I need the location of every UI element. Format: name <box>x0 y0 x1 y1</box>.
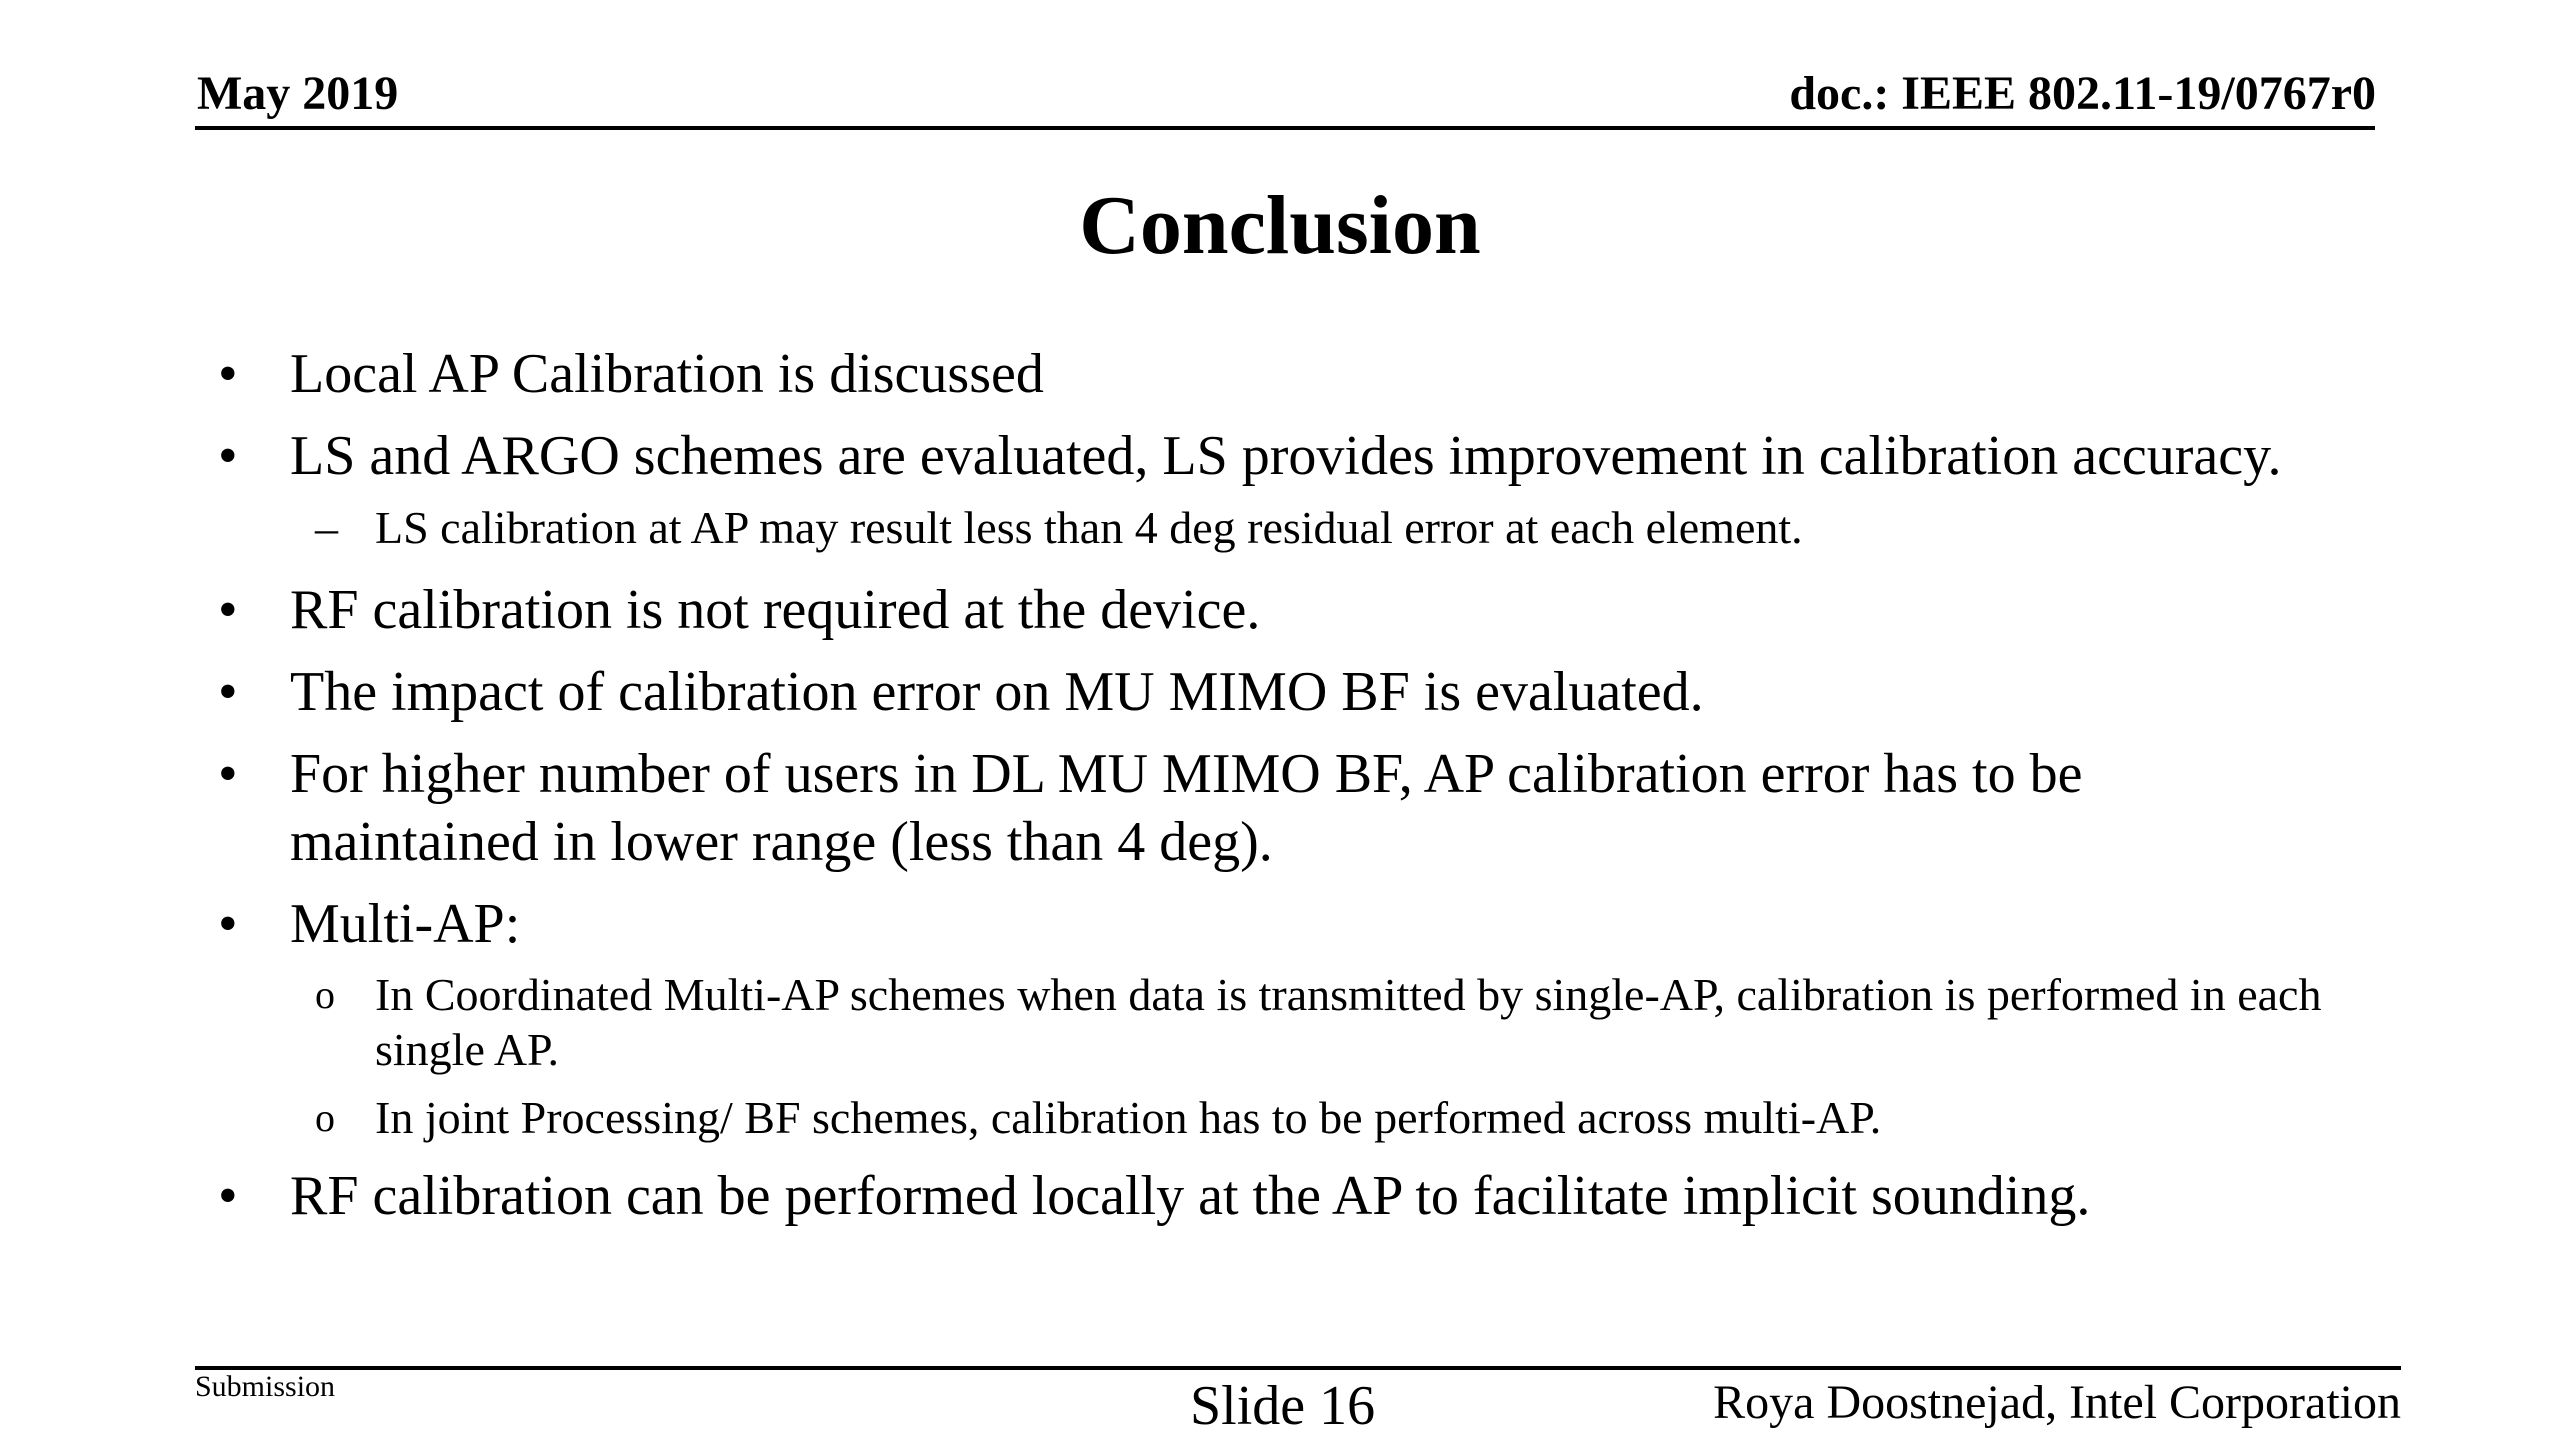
sub-bullet-text-line-1: In Coordinated Multi-AP schemes when data is transmitted by single-AP, calibration is performed in each <box>375 969 2322 1020</box>
sub-bullet-item <box>315 500 1803 555</box>
bullet-marker: • <box>218 893 238 955</box>
sub-bullet-text: LS calibration at AP may result less than 4 deg residual error at each element. <box>375 502 1803 553</box>
bullet-marker: • <box>218 1165 238 1227</box>
bullet-item <box>218 340 1044 408</box>
bullet-text-line-1: For higher number of users in DL MU MIMO BF, AP calibration error has to be <box>290 743 2083 805</box>
bullet-item <box>218 740 2083 876</box>
bullet-item <box>218 890 521 958</box>
bullet-item <box>218 422 2282 490</box>
header-date: May 2019 <box>197 67 399 120</box>
footer-divider <box>195 1366 2401 1370</box>
header-doc-id: doc.: IEEE 802.11-19/0767r0 <box>1789 67 2376 120</box>
sub-bullet-marker: – <box>315 502 338 553</box>
footer-author: Roya Doostnejad, Intel Corporation <box>1713 1376 2401 1429</box>
sub-bullet-item <box>315 1090 1882 1145</box>
bullet-marker: • <box>218 343 238 405</box>
bullet-item <box>218 658 1704 726</box>
bullet-text: The impact of calibration error on MU MIMO BF is evaluated. <box>290 661 1704 723</box>
sub-bullet-text: In joint Processing/ BF schemes, calibration has to be performed across multi-AP. <box>375 1092 1882 1143</box>
bullet-text: LS and ARGO schemes are evaluated, LS provides improvement in calibration accuracy. <box>290 425 2282 487</box>
sub-bullet-marker: o <box>315 1095 335 1140</box>
bullet-marker: • <box>218 425 238 487</box>
bullet-marker: • <box>218 661 238 723</box>
bullet-text: Multi-AP: <box>290 893 521 955</box>
bullet-marker: • <box>218 579 238 641</box>
footer-submission: Submission <box>195 1370 336 1403</box>
bullet-text: Local AP Calibration is discussed <box>290 343 1044 405</box>
bullet-text: RF calibration is not required at the device. <box>290 579 1261 641</box>
sub-bullet-item <box>315 967 2322 1077</box>
sub-bullet-text-line-2: single AP. <box>375 1024 560 1075</box>
bullet-item <box>218 1162 2091 1230</box>
bullet-text-line-2: maintained in lower range (less than 4 deg). <box>290 811 1273 873</box>
slide-title: Conclusion <box>1079 179 1481 272</box>
bullet-item <box>218 576 1261 644</box>
sub-bullet-marker: o <box>315 972 335 1017</box>
bullet-marker: • <box>218 743 238 805</box>
footer-slide-number: Slide 16 <box>1190 1375 1376 1437</box>
bullet-text: RF calibration can be performed locally at the AP to facilitate implicit sounding. <box>290 1165 2091 1227</box>
